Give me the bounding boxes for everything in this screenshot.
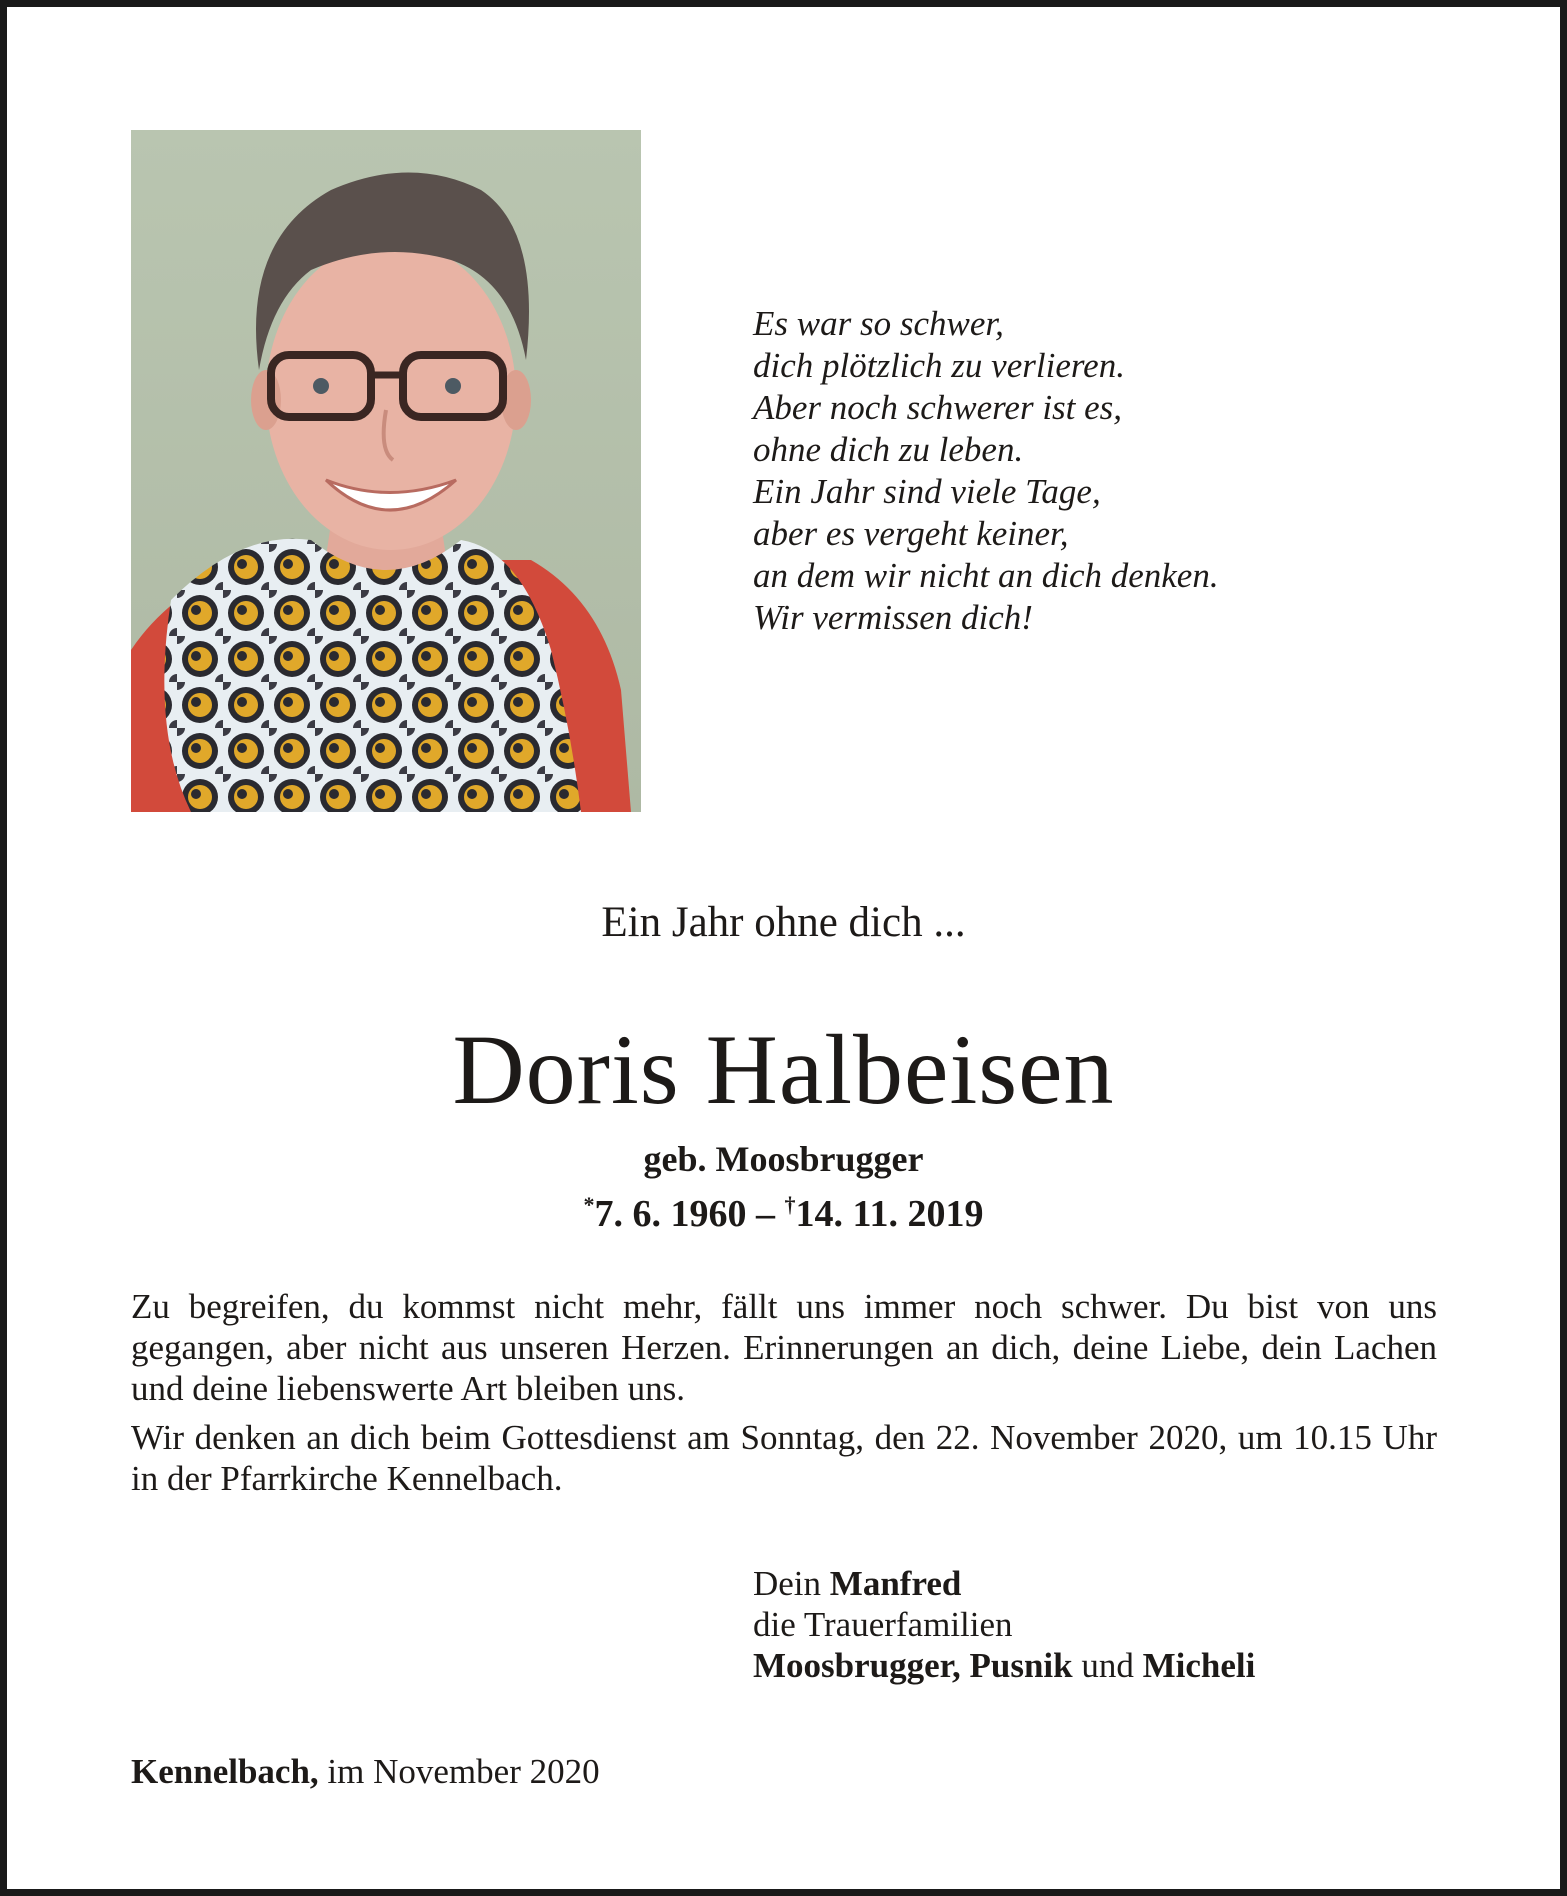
birth-symbol: * xyxy=(583,1192,595,1217)
obituary-text xyxy=(131,1286,1437,1507)
death-date: 14. 11. 2019 xyxy=(795,1193,984,1235)
signature-line-2: die Trauerfamilien xyxy=(753,1605,1013,1644)
poem-line: dich plötzlich zu verlieren. xyxy=(753,346,1125,385)
death-symbol: † xyxy=(784,1192,796,1217)
date-separator: – xyxy=(746,1193,785,1235)
poem xyxy=(753,303,1219,639)
obituary-paragraph: Zu begreifen, du kommst nicht mehr, fällt uns immer noch schwer. Du bist von uns gegangen, aber nicht aus unseren Herzen. Erinnerungen an dich, deine Liebe, dein Lachen und deine liebenswerte Art bleiben uns. xyxy=(131,1287,1437,1408)
signature-prefix: Dein xyxy=(753,1564,830,1603)
maiden-name: geb. Moosbrugger xyxy=(643,1139,924,1179)
portrait-illustration xyxy=(131,130,641,812)
poem-line: ohne dich zu leben. xyxy=(753,430,1024,469)
poem-line: Ein Jahr sind viele Tage, xyxy=(753,472,1101,511)
signature-block xyxy=(753,1563,1255,1686)
signature-line-1 xyxy=(753,1563,1255,1604)
poem-line: Wir vermissen dich! xyxy=(753,598,1033,637)
place-date-text: im November 2020 xyxy=(318,1752,600,1791)
signature-line-3 xyxy=(753,1645,1255,1686)
poem-line: aber es vergeht keiner, xyxy=(753,514,1069,553)
life-dates xyxy=(0,1183,1567,1236)
place-town: Kennelbach, xyxy=(131,1752,319,1791)
service-paragraph: Wir denken an dich beim Gottesdienst am Sonntag, den 22. November 2020, um 10.15 Uhr in der Pfarrkirche Kennelbach. xyxy=(131,1418,1437,1498)
place-date xyxy=(131,1751,600,1792)
portrait-photo xyxy=(131,130,641,812)
family-names: Moosbrugger, Pusnik xyxy=(753,1646,1073,1685)
intro-line: Ein Jahr ohne dich ... xyxy=(601,899,966,946)
birth-date: 7. 6. 1960 xyxy=(594,1193,747,1235)
family-join: und xyxy=(1072,1646,1143,1685)
signature-name: Manfred xyxy=(829,1564,962,1603)
poem-line: Es war so schwer, xyxy=(753,304,1004,343)
poem-line: an dem wir nicht an dich denken. xyxy=(753,556,1219,595)
family-last: Micheli xyxy=(1142,1646,1256,1685)
poem-line: Aber noch schwerer ist es, xyxy=(753,388,1123,427)
deceased-name: Doris Halbeisen xyxy=(452,1014,1115,1125)
